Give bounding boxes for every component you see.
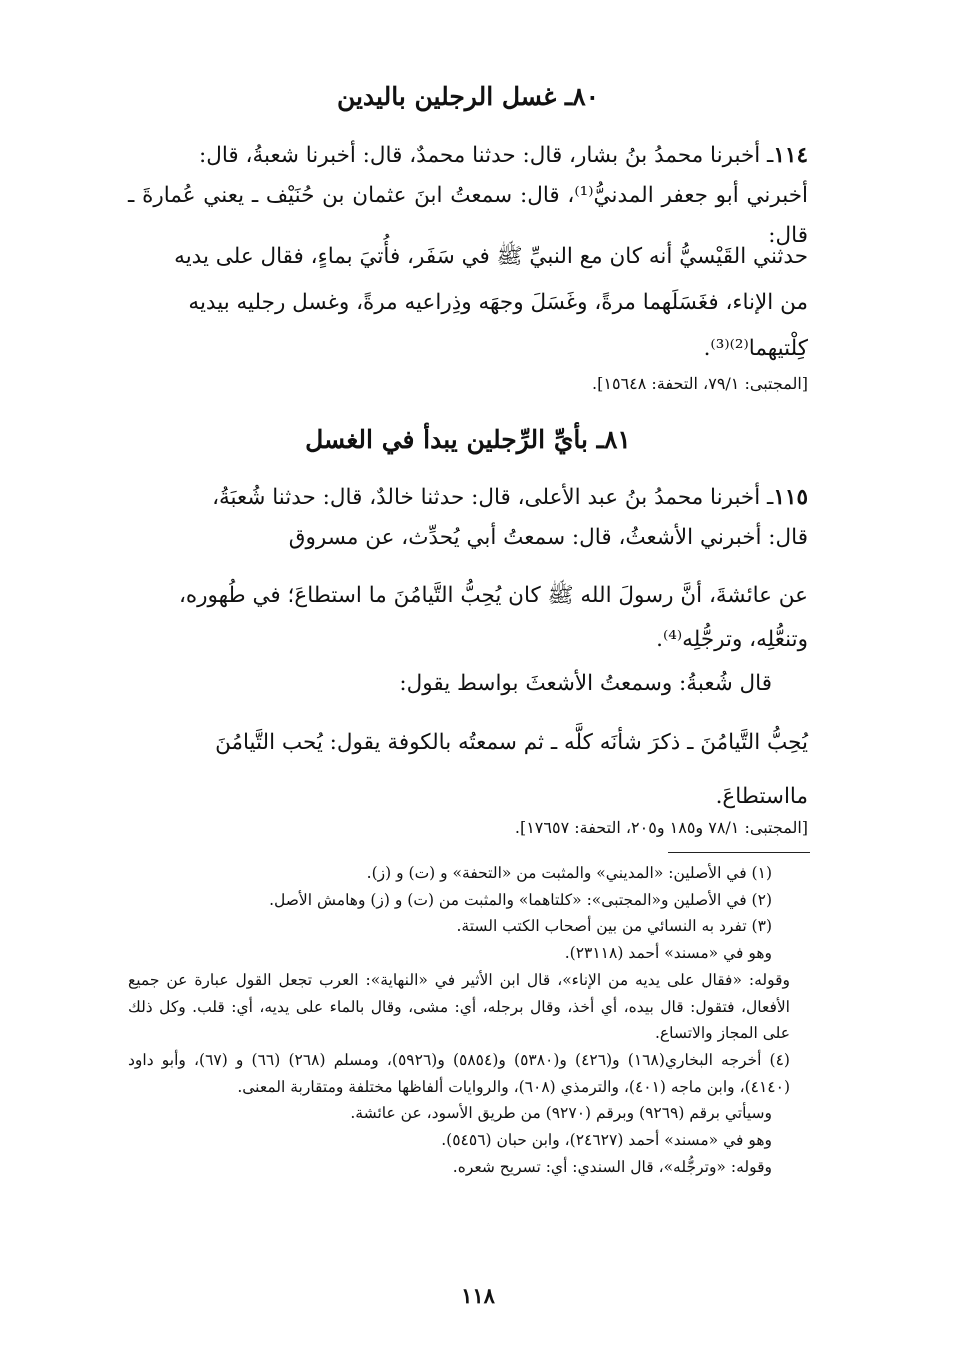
hadith-115-matn-line5: مااستطاعَ. — [715, 784, 808, 809]
hadith-114-matn-line2: من الإناء، فغَسَلَهما مرةً، وغَسَلَ وجهَه وذِراعيه مرةً، وغسل رجليه بيديه — [188, 290, 808, 315]
hadith-115-matn-cont — [128, 716, 808, 824]
hadith-114-number: ١١٤ — [773, 143, 808, 168]
hadith-115-isnad — [128, 478, 808, 558]
footnote-4-later: وسيأتي برقم (٩٢٦٩) وبرقم (٩٢٧٠) من طريق الأسود، عن عائشة. — [350, 1104, 772, 1123]
chapter-81-title: ٨١ـ بأيِّ الرِّجلين يبدأ في الغسل — [305, 425, 631, 454]
hadith-115-matn-line4: يُحِبُّ التَّيامُنَ ـ ذكرَ شأنَه كلَّه ـ ثم سمعتُه بالكوفة يقول: يُحب التَّيامُنَ — [215, 730, 808, 755]
page-number: ١١٨ — [461, 1283, 495, 1308]
footnote-3-explanation: وقوله: «فقال على يديه من الإناء»، قال ابن الأثير في «النهاية»: العرب تجعل القول عبارة عن جميع الأفعال، فتقول: قال بيده، أي أخذ، وقال برجله، أي: مشى، وقال بالماء على يديه، أي: قلب. وكل ذلك على المجاز والاتساع. — [128, 970, 790, 1043]
hadith-115-isnad-line1: ـ أخبرنا محمدُ بنُ عبد الأعلى، قال: حدثنا خالدٌ، قال: حدثنا شُعبَةُ، — [212, 485, 774, 510]
hadith-115-matn-line3: قال شُعبةُ: وسمعتُ الأشعثَ بواسط يقول: — [399, 671, 772, 696]
footnote-2: (٢) في الأصلين و«المجتبى»: «كلتاهما» والمثبت من (ت) و (ز) وهامش الأصل. — [269, 890, 772, 909]
footnote-1: (١) في الأصلين: «المديني» والمثبت من «التحفة» و (ت) و (ز). — [366, 864, 772, 882]
hadith-114-matn — [128, 234, 808, 372]
chapter-80-title: ٨٠ـ غسل الرجلين باليدين — [336, 82, 600, 111]
footnote-separator — [668, 852, 810, 853]
footnote-4-musnad: وهو في «مسند» أحمد (٢٤٦٢٧)، وابن حبان (٥٤٥٦). — [441, 1131, 772, 1150]
footnotes — [128, 860, 808, 1180]
footnote-4-sindi: وقوله: «وترجُّله»، قال السندي: أي: تسريح شعره. — [452, 1157, 772, 1176]
footnote-3: (٣) تفرد به النسائي من بين أصحاب الكتب الستة. — [456, 917, 772, 936]
hadith-114-matn-line1: حدثني القَيْسيُّ أنه كان مع النبيِّ ﷺ في سَفَر، فأُتيَ بماءٍ، فقال على يديه — [174, 244, 808, 269]
hadith-114-matn-line3: كِلْتيهما⁽²⁾⁽³⁾. — [703, 336, 808, 361]
footnote-4: (٤) أخرجه البخاري(١٦٨) و(٤٢٦) و(٥٣٨٠) و(٥٨٥٤) و(٥٩٢٦)، ومسلم (٢٦٨) (٦٦) و (٦٧)، وأبو داود (٤١٤٠)، وابن ماجه (٤٠١)، والترمذي (٦٠٨)، والروايات ألفاظها مختلفة ومتقاربة المعنى. — [128, 1050, 790, 1096]
hadith-115-matn — [128, 574, 808, 706]
hadith-115-number: ١١٥ — [773, 485, 808, 510]
footnote-3-musnad: وهو في «مسند» أحمد (٢٣١١٨). — [564, 944, 772, 963]
hadith-114-isnad-line2: أخبرني أبو جعفر المدنيُّ⁽¹⁾، قال: سمعتُ ابنَ عثمان بن حُنَيْف ـ يعني عُمارةَ ـ قال: — [128, 183, 808, 248]
hadith-114-isnad-line1: ـ أخبرنا محمدُ بنُ بشار، قال: حدثنا محمدٌ، قال: أخبرنا شعبةُ، قال: — [199, 143, 774, 168]
hadith-115-matn-line2: وتنعُّلِه، وترجُّلِه⁽⁴⁾. — [656, 627, 808, 652]
hadith-115-reference: [المجتبى: ٧٨/١ و١٨٥ و٢٠٥، التحفة: ١٧٦٥٧]. — [514, 818, 808, 837]
hadith-115-matn-line1: عن عائشةَ، أنَّ رسولَ الله ﷺ كان يُحِبُّ التَّيامُنَ ما استطاعَ؛ في طُهوره، — [178, 583, 808, 608]
hadith-115-isnad-line2: قال: أخبرني الأشعثُ، قال: سمعتُ أبي يُحدِّث، عن مسروق — [288, 525, 808, 550]
hadith-114-reference: [المجتبى: ٧٩/١، التحفة: ١٥٦٤٨]. — [592, 374, 808, 393]
